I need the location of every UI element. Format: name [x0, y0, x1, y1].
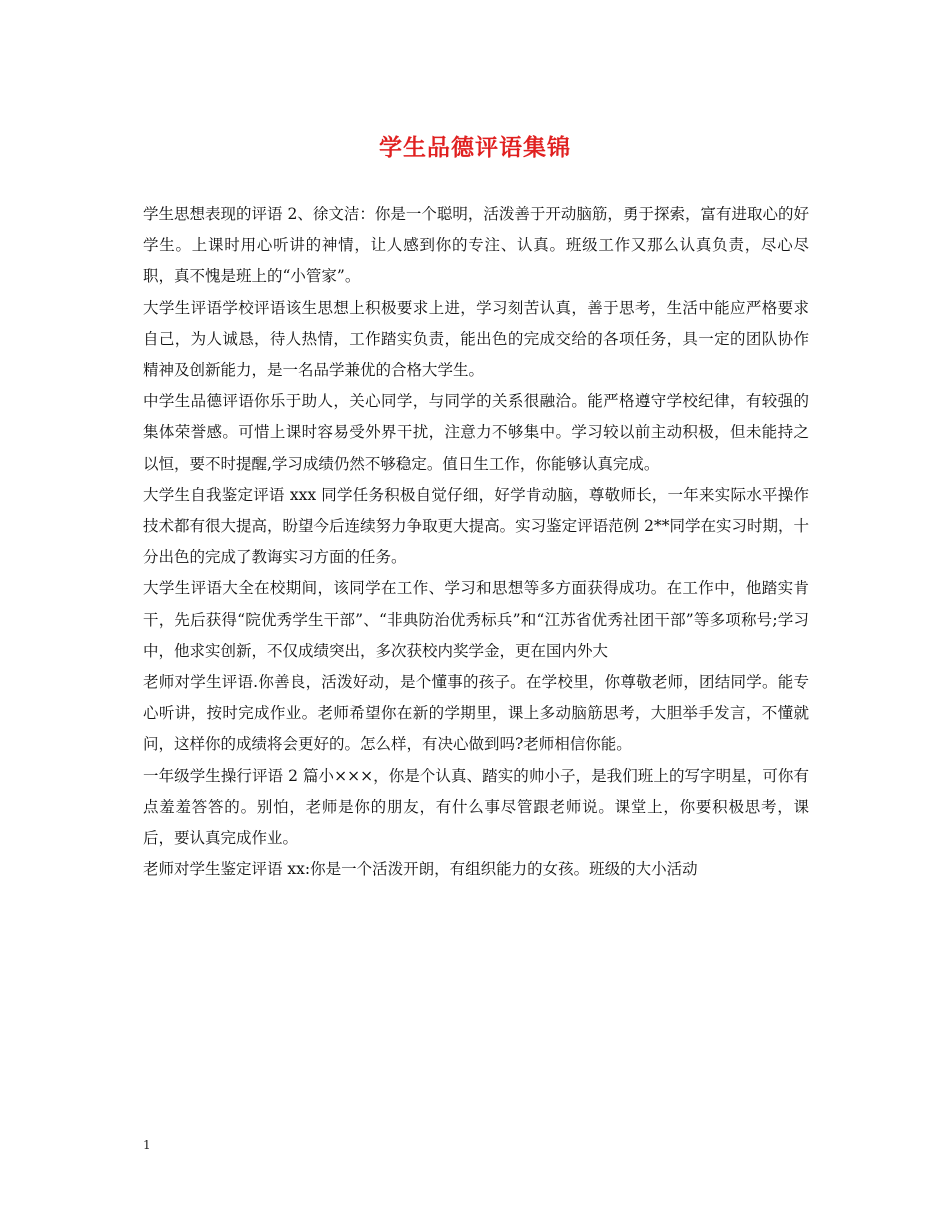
paragraph-5: 大学生评语大全在校期间，该同学在工作、学习和思想等多方面获得成功。在工作中，他踏实肯干，先后获得“院优秀学生干部”、“非典防治优秀标兵”和“江苏省优秀社团干部”等多项称号;学习中，他求实创新，不仅成绩突出，多次获校内奖学金，更在国内外大: [143, 579, 809, 660]
document-title: 学生品德评语集锦: [379, 134, 571, 161]
paragraph-8: 老师对学生鉴定评语 xx:你是一个活泼开朗，有组织能力的女孩。班级的大小活动: [143, 860, 698, 879]
paragraph-1: 学生思想表现的评语 2、徐文洁：你是一个聪明，活泼善于开动脑筋，勇于探索，富有进取心的好学生。上课时用心听讲的神情，让人感到你的专注、认真。班级工作又那么认真负责，尽心尽职，真不愧是班上的“小管家”。: [143, 205, 809, 286]
paragraph-3: 中学生品德评语你乐于助人，关心同学，与同学的关系很融洽。能严格遵守学校纪律，有较强的集体荣誉感。可惜上课时容易受外界干扰，注意力不够集中。学习较以前主动积极，但未能持之以恒，要不时提醒,学习成绩仍然不够稳定。值日生工作，你能够认真完成。: [143, 392, 809, 473]
page-number: 1: [143, 1138, 151, 1152]
paragraph-6: 老师对学生评语.你善良，活泼好动，是个懂事的孩子。在学校里，你尊敬老师，团结同学。能专心听讲，按时完成作业。老师希望你在新的学期里，课上多动脑筋思考，大胆举手发言，不懂就问，这样你的成绩将会更好的。怎么样，有决心做到吗?老师相信你能。: [143, 673, 809, 754]
paragraph-7: 一年级学生操行评语 2 篇小×××，你是个认真、踏实的帅小子，是我们班上的写字明星，可你有点羞羞答答的。别怕，老师是你的朋友，有什么事尽管跟老师说。课堂上，你要积极思考，课后，要认真完成作业。: [143, 766, 809, 848]
paragraph-2: 大学生评语学校评语该生思想上积极要求上进，学习刻苦认真，善于思考，生活中能应严格要求自己，为人诚恳，待人热情，工作踏实负责，能出色的完成交给的各项任务，具一定的团队协作精神及创新能力，是一名品学兼优的合格大学生。: [143, 298, 809, 380]
document-body: [143, 199, 809, 885]
paragraph-4: 大学生自我鉴定评语 xxx 同学任务积极自觉仔细，好学肯动脑，尊敬师长，一年来实际水平操作技术都有很大提高，盼望今后连续努力争取更大提高。实习鉴定评语范例 2**同学在实习时期，十分出色的完成了教诲实习方面的任务。: [143, 485, 809, 567]
